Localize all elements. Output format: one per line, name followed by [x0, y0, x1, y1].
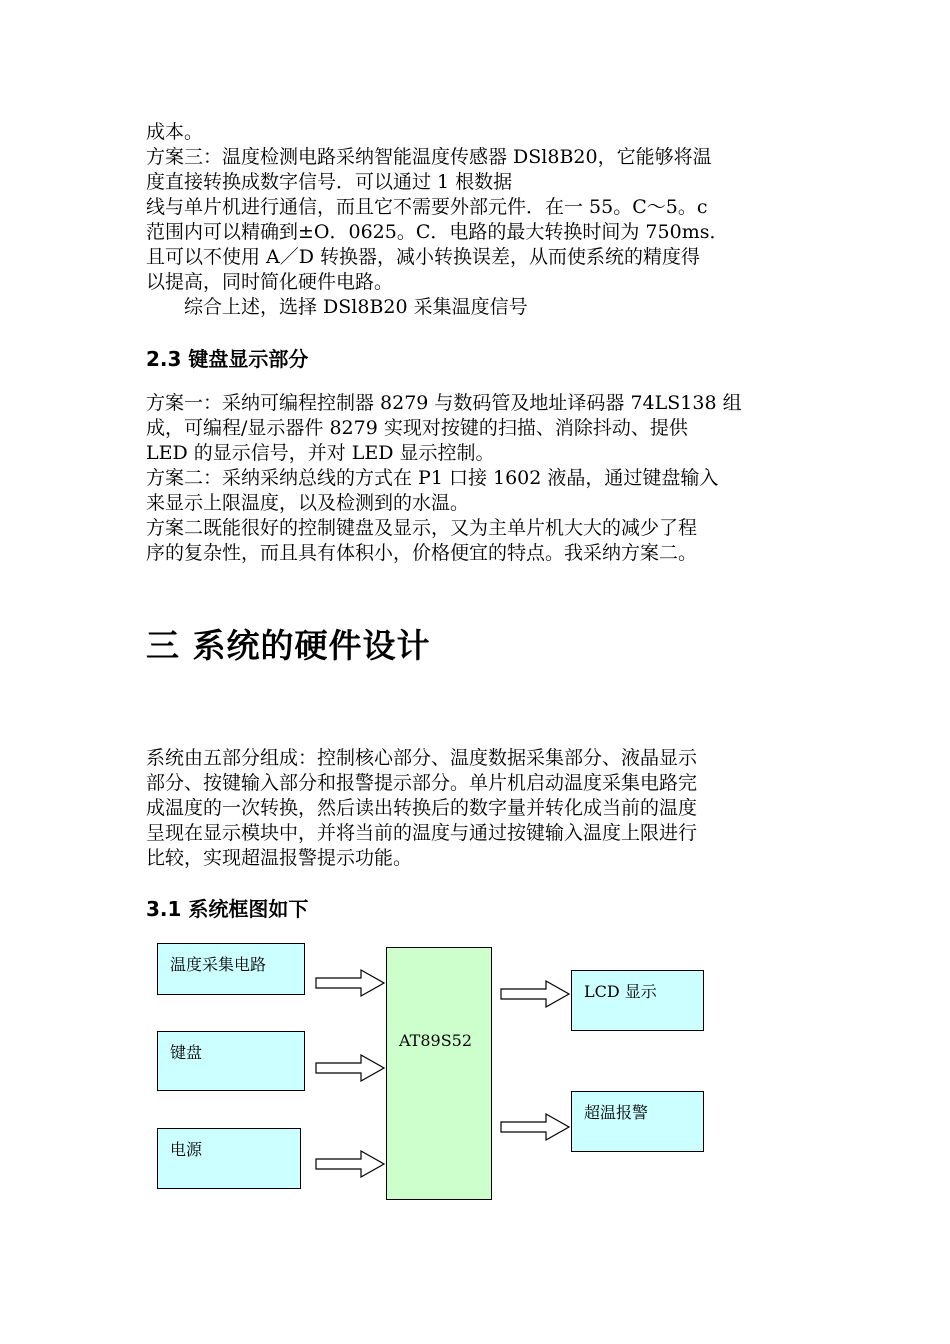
lcd-label: LCD 显示: [584, 982, 657, 1001]
text-line: 成温度的一次转换，然后读出转换后的数字量并转化成当前的温度: [146, 797, 698, 819]
text-line: 方案一：采纳可编程控制器 8279 与数码管及地址译码器 74LS138 组: [146, 392, 742, 414]
chapter-heading: 三 系统的硬件设计: [146, 626, 431, 665]
arrow-mcu-to-lcd: [501, 981, 569, 1007]
arrow-temp-to-mcu: [316, 970, 384, 996]
mcu-label: AT89S52: [399, 1031, 473, 1050]
text-line: 以提高，同时简化硬件电路。: [146, 271, 394, 293]
text-line: 线与单片机进行通信，而且它不需要外部元件．在一 55。C～5。c: [146, 196, 708, 218]
section-heading-3-1: 3.1 系统框图如下: [146, 897, 309, 921]
alarm-label: 超温报警: [584, 1103, 649, 1122]
text-line: 序的复杂性，而且具有体积小，价格便宜的特点。我采纳方案二。: [146, 542, 698, 564]
text-line: 系统由五部分组成：控制核心部分、温度数据采集部分、液晶显示: [146, 747, 698, 769]
text-line: 比较，实现超温报警提示功能。: [146, 847, 413, 869]
keyboard-label: 键盘: [170, 1043, 203, 1062]
temp-circuit-label: 温度采集电路: [170, 955, 267, 974]
text-line: 部分、按键输入部分和报警提示部分。单片机启动温度采集电路完: [146, 772, 698, 794]
text-line: 成本。: [146, 121, 204, 143]
text-line: 方案二：采纳采纳总线的方式在 P1 口接 1602 液晶，通过键盘输入: [146, 467, 719, 489]
power-label: 电源: [170, 1140, 203, 1159]
text-line: 方案三：温度检测电路采纳智能温度传感器 DSl8B20，它能够将温: [146, 146, 712, 168]
text-line: 综合上述，选择 DSl8B20 采集温度信号: [146, 296, 528, 318]
text-line: 方案二既能很好的控制键盘及显示，又为主单片机大大的减少了程: [146, 517, 698, 539]
section-heading-2-3: 2.3 键盘显示部分: [146, 347, 309, 371]
text-line: 且可以不使用 A／D 转换器，减小转换误差，从而使系统的精度得: [146, 246, 701, 268]
text-line: 来显示上限温度，以及检测到的水温。: [146, 492, 470, 514]
arrow-mcu-to-alarm: [501, 1114, 569, 1140]
text-line: LED 的显示信号，并对 LED 显示控制。: [146, 442, 495, 464]
text-line: 呈现在显示模块中，并将当前的温度与通过按键输入温度上限进行: [146, 822, 698, 844]
text-line: 成，可编程/显示器件 8279 实现对按键的扫描、消除抖动、提供: [146, 417, 688, 439]
arrow-keyboard-to-mcu: [316, 1055, 384, 1081]
text-line: 度直接转换成数字信号．可以通过 1 根数据: [146, 171, 513, 193]
text-line: 范围内可以精确到±O．0625。C．电路的最大转换时间为 750ms．: [146, 221, 729, 243]
arrow-power-to-mcu: [316, 1151, 384, 1177]
